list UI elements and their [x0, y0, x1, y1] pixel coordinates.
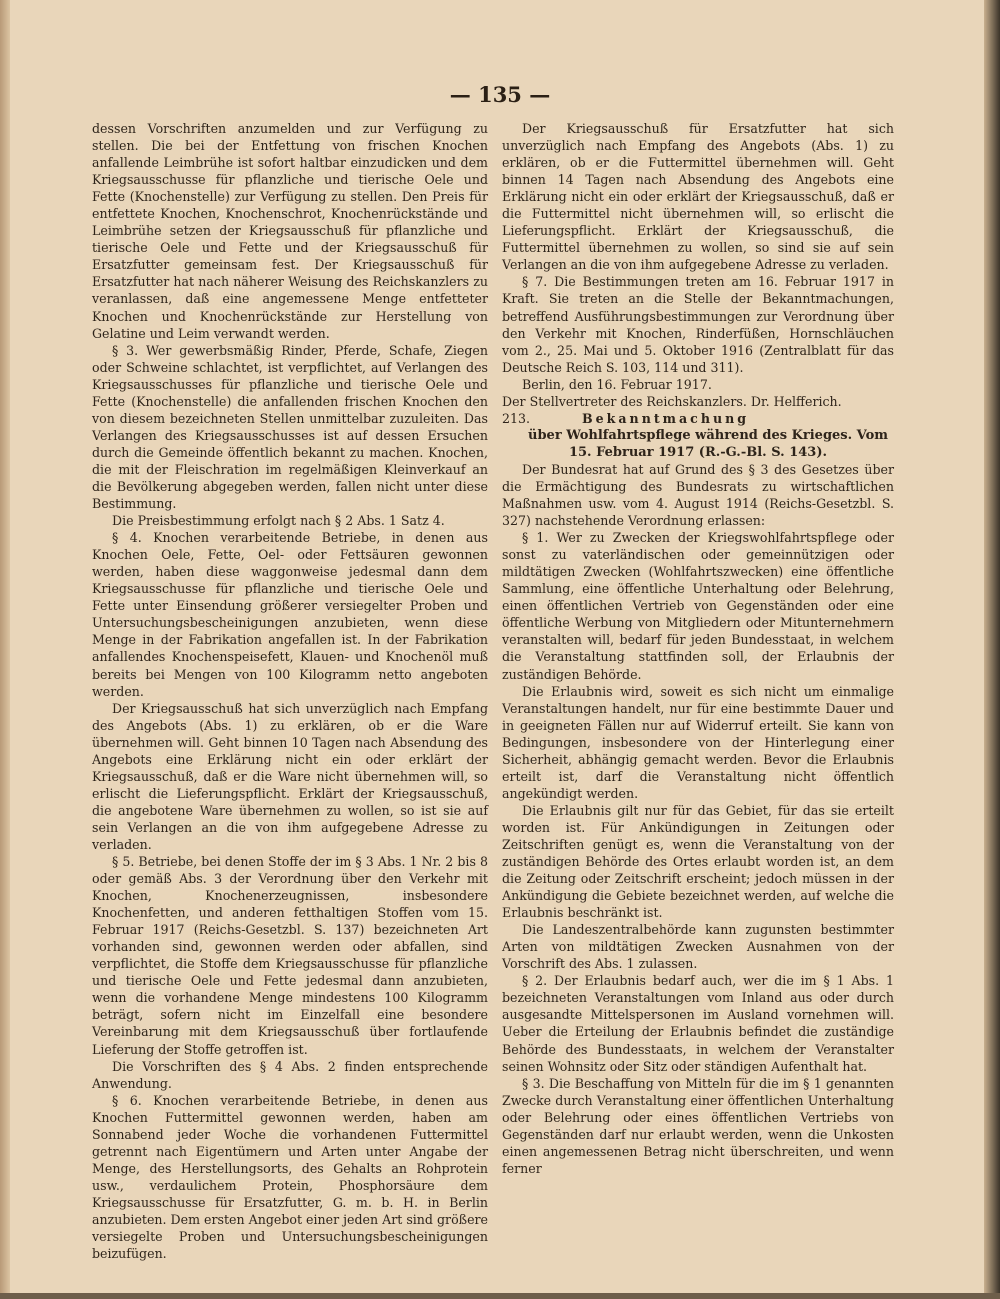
paragraph: Die Erlaubnis wird, soweit es sich nicht um einmalige Veranstaltungen handelt, nur für eine bestimmte Dauer und in geeigneten Fällen nur auf Widerruf erteilt. Sie kann von Bedingungen, insbesondere von der Hinterlegung einer Sicherheit, abhängig gemacht werden. Bevor die Erlaubnis erteilt ist, darf die Veranstaltung nicht öffentlich angekündigt werden.	[502, 683, 894, 801]
page-bottom-edge	[0, 1293, 1000, 1299]
right-column	[502, 120, 894, 1177]
notice-heading: Bekanntmachung	[582, 410, 750, 426]
signature-line: Der Stellvertreter des Reichskanzlers. Dr. Helfferich.	[502, 393, 842, 409]
paragraph: Der Kriegsausschuß für Ersatzfutter hat sich unverzüglich nach Empfang des Angebots (Abs. 1) zu erklären, ob er die Futtermittel übernehmen will. Geht binnen 14 Tagen nach Absendung des Angebots eine Erklärung nicht ein oder erklärt der Kriegsausschuß, daß er die Futtermittel nicht übernehmen will, so erlischt die Lieferungspflicht. Erklärt der Kriegsausschuß, die Futtermittel übernehmen zu wollen, so sind sie auf sein Verlangen an die von ihm aufgegebene Adresse zu verladen.	[502, 121, 894, 273]
date-line: Berlin, den 16. Februar 1917.	[522, 376, 712, 392]
paragraph: § 3. Die Beschaffung von Mitteln für die im § 1 genannten Zwecke durch Veranstaltung einer öffentlichen Unterhaltung oder Belehrung oder eines öffentlichen Vertriebs von Gegenständen darf nur erlaubt werden, wenn die Unkosten einen angemessenen Betrag nicht überschreiten, und wenn ferner	[502, 1075, 894, 1176]
paragraph: § 5. Betriebe, bei denen Stoffe der im § 3 Abs. 1 Nr. 2 bis 8 oder gemäß Abs. 3 der Verordnung über den Verkehr mit Knochen, Knochenerzeugnissen, insbesondere Knochenfetten, und anderen fetthaltigen Stoffen vom 15. Februar 1917 (Reichs-Gesetzbl. S. 137) bezeichneten Art vorhanden sind, gewonnen werden oder abfallen, sind verpflichtet, die Stoffe dem Kriegsausschusse für pflanzliche und tierische Oele und Fette jedesmal dann anzubieten, wenn die vorhandene Menge mindestens 100 Kilogramm beträgt, sofern nicht im Einzelfall eine besondere Vereinbarung mit dem Kriegsausschuß über fortlaufende Lieferung der Stoffe getroffen ist.	[92, 854, 488, 1057]
notice-number: 213.	[502, 410, 531, 426]
page-number: — 135 —	[449, 82, 551, 107]
paragraph: dessen Vorschriften anzumelden und zur Verfügung zu stellen. Die bei der Entfettung von frischen Knochen anfallende Leimbrühe ist sofort haltbar einzudicken und dem Kriegsausschusse für pflanzliche und tierische Oele und Fette (Knochenstelle) zur Verfügung zu stellen. Den Preis für entfettete Knochen, Knochenschrot, Knochenrückstände und Leimbrühe setzen der Kriegsausschuß für pflanzliche und tierische Oele und Fette und der Kriegsausschuß für Ersatzfutter gemeinsam fest. Der Kriegsausschuß für Ersatzfutter hat nach näherer Weisung des Reichskanzlers zu veranlassen, daß eine angemessene Menge entfetteter Knochen und Knochenrückstände zur Herstellung von Gelatine und Leim verwandt werden.	[92, 121, 488, 341]
notice-heading-line	[502, 410, 894, 427]
paragraph: § 2. Der Erlaubnis bedarf auch, wer die im § 1 Abs. 1 bezeichneten Veranstaltungen vom Inland aus oder durch ausgesandte Mittelspersonen im Ausland vornehmen will. Ueber die Erteilung der Erlaubnis befindet die zuständige Behörde des Bundesstaats, in welchem der Veranstalter seinen Wohnsitz oder Sitz oder ständigen Aufenthalt hat.	[502, 973, 894, 1074]
paragraph: Der Bundesrat hat auf Grund des § 3 des Gesetzes über die Ermächtigung des Bundesrats zu wirtschaftlichen Maßnahmen usw. vom 4. August 1914 (Reichs-Gesetzbl. S. 327) nachstehende Verordnung erlassen:	[502, 461, 894, 529]
paragraph: Die Vorschriften des § 4 Abs. 2 finden entsprechende Anwendung.	[92, 1058, 488, 1091]
paragraph: Die Preisbestimmung erfolgt nach § 2 Abs. 1 Satz 4.	[112, 513, 445, 529]
left-column	[92, 120, 488, 1262]
binding-edge	[0, 0, 10, 1299]
paragraph: Der Kriegsausschuß hat sich unverzüglich nach Empfang des Angebots (Abs. 1) zu erklären, ob er die Ware übernehmen will. Geht binnen 10 Tagen nach Absendung des Angebots eine Erklärung nicht ein oder erklärt der Kriegsausschuß, daß er die Ware nicht übernehmen will, so erlischt die Lieferungspflicht. Erklärt der Kriegsausschuß, die angebotene Ware übernehmen zu wollen, so ist sie auf sein Verlangen an die von ihm aufgegebene Adresse zu verladen.	[92, 700, 488, 852]
page-edge-shadow	[984, 0, 1000, 1299]
paragraph: § 4. Knochen verarbeitende Betriebe, in denen aus Knochen Oele, Fette, Oel- oder Fettsäuren gewonnen werden, haben diese waggonweise jedesmal dann dem Kriegsausschusse für pflanzliche und tierische Oele und Fette unter Einsendung größerer versiegelter Proben und Untersuchungsbescheinigungen anzubieten, wenn diese Menge in der Fabrikation angefallen ist. In der Fabrikation anfallendes Knochenspeisefett, Klauen- und Knochenöl muß bereits bei Mengen von 100 Kilogramm netto angeboten werden.	[92, 530, 488, 699]
notice-title: über Wohlfahrtspflege während des Krieges. Vom 15. Februar 1917 (R.-G.-Bl. S. 143).	[528, 427, 888, 460]
paragraph: § 3. Wer gewerbsmäßig Rinder, Pferde, Schafe, Ziegen oder Schweine schlachtet, ist verpflichtet, auf Verlangen des Kriegsausschusses für pflanzliche und tierische Oele und Fette (Knochenstelle) die anfallenden frischen Knochen den von diesem bezeichneten Stellen unmittelbar zuzuleiten. Das Verlangen des Kriegsausschusses ist auf dessen Ersuchen durch die Gemeinde öffentlich bekannt zu machen. Knochen, die mit der Fleischration im regelmäßigen Kleinverkauf an die Bevölkerung abgegeben werden, fallen nicht unter diese Bestimmung.	[92, 342, 488, 512]
paragraph: § 1. Wer zu Zwecken der Kriegswohlfahrtspflege oder sonst zu vaterländischen oder gemeinnützigen oder mildtätigen Zwecken (Wohlfahrtszwecken) eine öffentliche Sammlung, eine öffentliche Unterhaltung oder Belehrung, einen öffentlichen Vertrieb von Gegenständen oder eine öffentliche Werbung von Mitgliedern oder Mitunternehmern veranstalten will, bedarf für jeden Bundesstaat, in welchem die Veranstaltung stattfinden soll, der Erlaubnis der zuständigen Behörde.	[502, 530, 894, 682]
paragraph: § 6. Knochen verarbeitende Betriebe, in denen aus Knochen Futtermittel gewonnen werden, haben am Sonnabend jeder Woche die vorhandenen Futtermittel getrennt nach Eigentümern und Arten unter Angabe der Menge, des Herstellungsorts, des Gehalts an Rohprotein usw., verdaulichem Protein, Phosphorsäure dem Kriegsausschusse für Ersatzfutter, G. m. b. H. in Berlin anzubieten. Dem ersten Angebot einer jeden Art sind größere versiegelte Proben und Untersuchungsbescheinigungen beizufügen.	[92, 1092, 488, 1262]
paragraph: § 7. Die Bestimmungen treten am 16. Februar 1917 in Kraft. Sie treten an die Stelle der Bekanntmachungen, betreffend Ausführungsbestimmungen zur Verordnung über den Verkehr mit Knochen, Rinderfüßen, Hornschläuchen vom 2., 25. Mai und 5. Oktober 1916 (Zentralblatt für das Deutsche Reich S. 103, 114 und 311).	[502, 274, 894, 375]
paragraph: Die Erlaubnis gilt nur für das Gebiet, für das sie erteilt worden ist. Für Ankündigungen in Zeitungen oder Zeitschriften genügt es, wenn die Veranstaltung von der zuständigen Behörde des Ortes erlaubt worden ist, an dem die Zeitung oder Zeitschrift erscheint; jedoch müssen in der Ankündigung die Gebiete bezeichnet werden, auf welche die Erlaubnis beschränkt ist.	[502, 802, 894, 921]
paragraph: Die Landeszentralbehörde kann zugunsten bestimmter Arten von mildtätigen Zwecken Ausnahmen von der Vorschrift des Abs. 1 zulassen.	[502, 922, 894, 972]
